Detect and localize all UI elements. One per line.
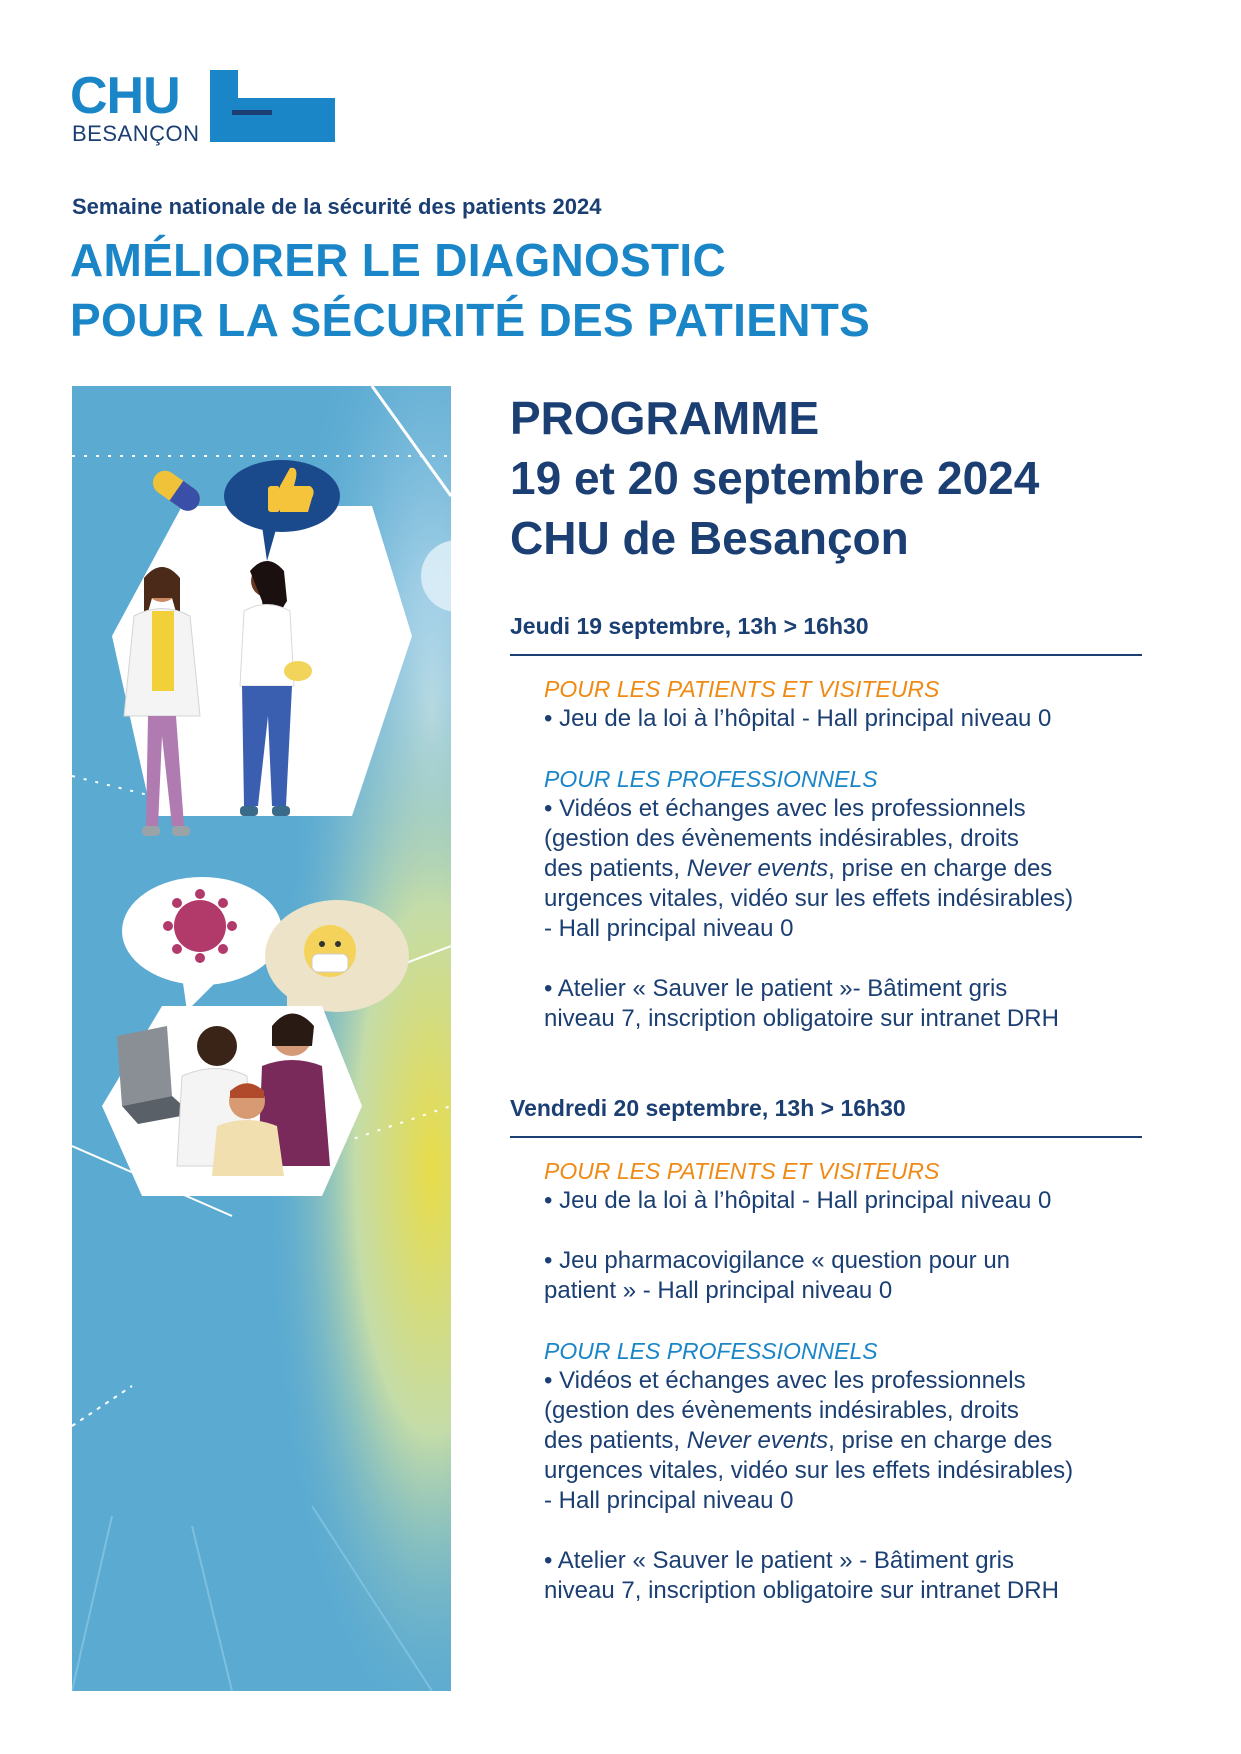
title-line-1: AMÉLIORER LE DIAGNOSTIC — [70, 234, 727, 286]
day-section-friday — [510, 1095, 1142, 1606]
title-line-2: POUR LA SÉCURITÉ DES PATIENTS — [70, 294, 871, 346]
audience-visitors-label: POUR LES PATIENTS ET VISITEURS — [544, 1158, 940, 1184]
audience-visitors-label: POUR LES PATIENTS ET VISITEURS — [544, 676, 940, 702]
list-item: • Vidéos et échanges avec les professionnels (gestion des évènements indésirables, droits des patients, Never events, prise en charge des urgences vitales, vidéo sur les effets indésirables) - Hall principal niveau 0 — [544, 1367, 1074, 1514]
illustration-panel — [72, 386, 451, 1691]
list-item: • Vidéos et échanges avec les professionnels (gestion des évènements indésirables, droits des patients, Never events, prise en charge des urgences vitales, vidéo sur les effets indésirables) - Hall principal niveau 0 — [544, 795, 1074, 942]
programme-location: CHU de Besançon — [510, 512, 909, 564]
audience-professionals-label: POUR LES PROFESSIONNELS — [544, 766, 878, 792]
list-item: • Jeu de la loi à l’hôpital - Hall principal niveau 0 — [544, 1187, 1052, 1214]
list-item: • Atelier « Sauver le patient »- Bâtiment gris niveau 7, inscription obligatoire sur intranet DRH — [544, 975, 1059, 1032]
programme-label: PROGRAMME — [510, 392, 820, 444]
logo-mark-icon — [210, 70, 335, 142]
programme-dates: 19 et 20 septembre 2024 — [510, 452, 1040, 504]
logo-city: BESANÇON — [72, 121, 200, 146]
event-subtitle: Semaine nationale de la sécurité des patients 2024 — [72, 194, 602, 219]
audience-professionals-label: POUR LES PROFESSIONNELS — [544, 1338, 878, 1364]
logo-brand: CHU — [70, 67, 180, 125]
list-item: • Atelier « Sauver le patient » - Bâtiment gris niveau 7, inscription obligatoire sur intranet DRH — [544, 1547, 1059, 1604]
chu-besancon-logo — [70, 67, 330, 146]
list-item: • Jeu de la loi à l’hôpital - Hall principal niveau 0 — [544, 705, 1052, 732]
day-title: Vendredi 20 septembre, 13h > 16h30 — [510, 1095, 1142, 1138]
virus-icon — [163, 889, 237, 963]
masked-face-icon — [304, 925, 356, 977]
page-title — [70, 230, 870, 350]
day-section-thursday — [510, 613, 1142, 1034]
list-item: • Jeu pharmacovigilance « question pour un patient » - Hall principal niveau 0 — [544, 1247, 1011, 1304]
illustration-art — [72, 386, 451, 1691]
day-title: Jeudi 19 septembre, 13h > 16h30 — [510, 613, 1142, 656]
programme-heading — [510, 388, 1039, 568]
